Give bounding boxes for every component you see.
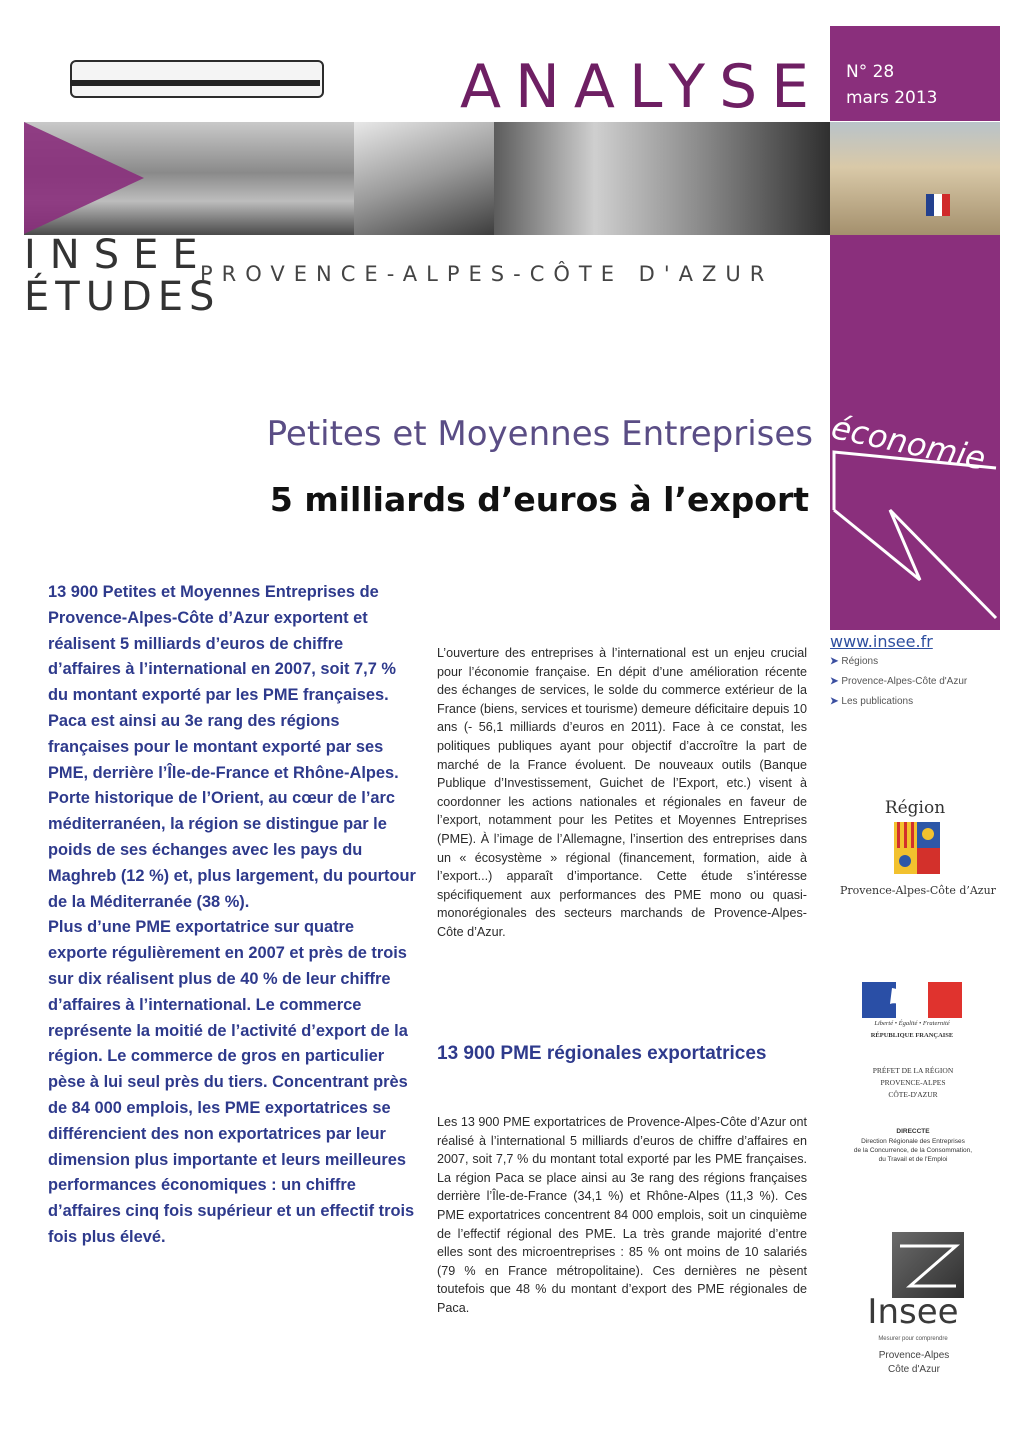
page-subtitle: 5 milliards d’euros à l’export bbox=[269, 480, 809, 519]
theme-decoration bbox=[830, 440, 1000, 630]
sidebar-link-label: Provence-Alpes-Côte d'Azur bbox=[841, 676, 968, 687]
intro-paragraph: L’ouverture des entreprises à l’international est un enjeu crucial pour l’économie française. En dépit d’une amélioration récente des échanges de services, le solde du commerce extérieur de la France (biens, services et tourisme) demeure déficitaire depuis 10 ans (- 56,1 milliards d’euros en 2011). Face à ce constat, les politiques publiques ayant pour objectif d’accroître la part de marché de la France évoluent. De nouveaux outils (Banque Publique d’Investissement, Guichet de l’Export, etc.) visent à coordonner les actions nationales et régionales en faveur de l’export, notamment pour les Petites et Moyennes Entreprises (PME). À l’image de l’Allemagne, l’insertion des entreprises dans un « écosystème » régional (financement, formation, aide à l’export...) apparaît d’importance. Cette étude s’intéresse spécifiquement aux performances des PME mono ou quasi-monorégionales des secteurs marchands de Provence-Alpes-Côte d’Azur. bbox=[437, 646, 807, 939]
publication-label: ANALYSE bbox=[460, 52, 824, 122]
play-triangle-icon bbox=[24, 122, 144, 234]
sidebar-link-publications[interactable] bbox=[830, 696, 913, 707]
insee-logo-mark bbox=[892, 1232, 964, 1298]
section-heading: 13 900 PME régionales exportatrices bbox=[437, 1043, 767, 1064]
page-title: Petites et Moyennes Entreprises bbox=[266, 414, 813, 454]
issue-date: mars 2013 bbox=[846, 88, 938, 108]
abstract-paragraph: Plus d’une PME exportatrice sur quatre exporte régulièrement en 2007 et près de trois sur dix réalisent plus de 40 % de leur chiffre d’affaires à l’international. Le commerce représente la moitié de l’activité d’export de la région. Le commerce de gros en particulier pèse à lui seul près du tiers. Concentrant près de 84 000 emplois, les PME exportatrices se différencient des non exportatrices par leur dimension plus importante et leurs meilleures performances économiques : un chiffre d’affaires cinq fois supérieur et un effectif trois fois plus élevé. bbox=[48, 918, 415, 1246]
sidebar-link-regions[interactable] bbox=[830, 656, 878, 667]
sidebar-link-label: Régions bbox=[841, 656, 879, 667]
prefet-line: PRÉFET DE LA RÉGION bbox=[872, 1066, 954, 1075]
sidebar-link-paca[interactable] bbox=[830, 676, 967, 687]
deco-line-top bbox=[834, 452, 996, 510]
section-paragraph: Les 13 900 PME exportatrices de Provence-Alpes-Côte d’Azur ont réalisé à l’international 5 milliards d’euros de chiffre d’affaires en 2007, soit 7,7 % du montant total exporté par les PME françaises. La région Paca se place ainsi au 3e rang des régions françaises derrière l’Île-de-France (34,1 %) et Rhône-Alpes (11,3 %). Ces PME exportatrices concentrent 84 000 emplois, soit un cinquième de l’effectif régional des PME. La très grande majorité d’entre elles sont des microentreprises : 85 % ont moins de 10 salariés (79 % en France métropolitaine). Ces dernières ne pèsent toutefois que 48 % du montant d’export des PME régionales de Paca. bbox=[437, 1115, 807, 1315]
photo-band bbox=[24, 122, 1000, 235]
flag-red-stripe bbox=[942, 194, 950, 216]
rf-name: RÉPUBLIQUE FRANÇAISE bbox=[870, 1032, 954, 1039]
flag-white-stripe bbox=[934, 194, 942, 216]
direccte-title: DIRECCTE bbox=[896, 1128, 930, 1135]
computers-photo bbox=[354, 122, 494, 235]
prefet-line: PROVENCE-ALPES bbox=[880, 1078, 946, 1087]
building-photo bbox=[830, 122, 1000, 235]
tram-shape bbox=[70, 60, 324, 98]
marianne-icon bbox=[862, 982, 962, 1018]
insee-region-line: Provence-Alpes bbox=[878, 1350, 950, 1361]
abstract-paragraph: Porte historique de l’Orient, au cœur de l’arc méditerranéen, la région se distingue par le poids de ses échanges avec les pays du Maghreb (12 %) et, plus largement, du pourtour de la Méditerranée (38 %). bbox=[48, 789, 416, 911]
rf-motto: Liberté • Égalité • Fraternité bbox=[874, 1020, 950, 1027]
theme-label: économie bbox=[828, 408, 990, 478]
abstract bbox=[48, 580, 416, 1251]
flag-blue-stripe bbox=[926, 194, 934, 216]
direccte-line: Direction Régionale des Entreprises bbox=[861, 1138, 965, 1145]
issue-number: N° 28 bbox=[846, 62, 895, 82]
deco-line-zigzag bbox=[834, 510, 996, 618]
arrow-bullet-icon: ➤ bbox=[830, 656, 839, 667]
insee-site-link[interactable]: www.insee.fr bbox=[830, 632, 933, 651]
insee-logo-icon bbox=[892, 1232, 964, 1298]
abstract-paragraph: 13 900 Petites et Moyennes Entreprises de Provence-Alpes-Côte d’Azur exportent et réalisent 5 milliards d’euros de chiffre d’affaires à l’international en 2007, soit 7,7 % du montant exporté par les PME françaises. Paca est ainsi au 3e rang des régions françaises pour le montant exporté par ses PME, derrière l’Île-de-France et Rhône-Alpes. bbox=[48, 583, 399, 782]
shoes-photo bbox=[494, 122, 830, 235]
insee-logo-word: Insee bbox=[867, 1292, 959, 1332]
arrow-bullet-icon: ➤ bbox=[830, 696, 839, 707]
sidebar-link-label: Les publications bbox=[841, 696, 914, 707]
insee-region-line: Côte d'Azur bbox=[888, 1364, 940, 1375]
region-banner: PROVENCE-ALPES-CÔTE D'AZUR bbox=[200, 262, 774, 286]
brand-insee: INSEE bbox=[24, 232, 212, 278]
region-logo-name: Provence-Alpes-Côte d’Azur bbox=[840, 884, 996, 897]
direccte-line: du Travail et de l'Emploi bbox=[878, 1156, 948, 1163]
region-logo-title: Région bbox=[884, 798, 946, 818]
tram-stripe bbox=[70, 80, 320, 86]
prefet-line: CÔTE-D'AZUR bbox=[888, 1090, 938, 1099]
brand-etudes: ÉTUDES bbox=[24, 274, 221, 320]
region-shield-icon bbox=[894, 822, 940, 874]
direccte-line: de la Concurrence, de la Consommation, bbox=[853, 1147, 973, 1154]
arrow-bullet-icon: ➤ bbox=[830, 676, 839, 687]
insee-tagline: Mesurer pour comprendre bbox=[878, 1336, 948, 1342]
